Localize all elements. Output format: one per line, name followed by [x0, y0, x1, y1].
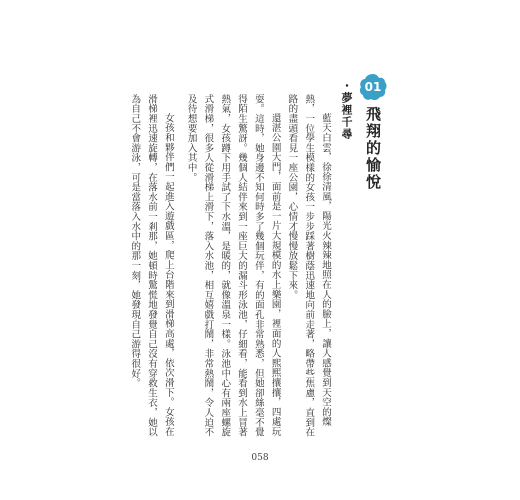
- chapter-number: 01: [364, 80, 382, 94]
- chapter-badge: [358, 72, 388, 102]
- chapter-title: 飛翔的愉悅: [364, 106, 382, 191]
- paragraph: 女孩和夥伴們一起進入遊戲區，爬上台階來到滑梯高處，依次滑下。女孩在滑梯裡迅速旋轉，在落水前一剎那，她頓時驚慌地發覺自己沒有穿救生衣，她以為自己不會游泳，可是當落入水中的那一刻，她發現自己游得很好。: [129, 94, 174, 437]
- paragraph: 還湛公園大門，面前是一片大規模的水上樂園，裡面的人熙熙攘攘，四處玩耍。這時，她身邊不知何時多了幾個玩伴，有的面孔非常熟悉，但她卻絲毫不覺得陌生驚訝。幾個人結伴來到一座巨大的漏斗形泳池，仔細看，能看到水上冒著熱氣，女孩蹲下用手試了下水溫，是暖的，就像溫泉一樣。泳池中心有兩座螺旋式滑梯，很多人從滑梯上滑下，落入水池，相互嬉戲打鬧，非常熱鬧，令人迫不及待想要加入其中。: [185, 94, 281, 437]
- paragraph: 藍天白雲，徐徐清風，陽光火辣辣地照在人的臉上，讓人感覺到天空的燦熱，一位學生模樣的女孩一步步踩著樹蔭迅速地向前走著，略帶些焦慮，直到在路的盡頭看見一座公園，心情才慢慢放鬆下來。: [286, 94, 331, 437]
- section-heading: [338, 80, 354, 140]
- page-number: 058: [251, 453, 269, 463]
- body-text: [118, 94, 333, 444]
- section-heading-text: 夢裡千尋: [340, 92, 353, 140]
- section-bullet: ・: [340, 80, 353, 92]
